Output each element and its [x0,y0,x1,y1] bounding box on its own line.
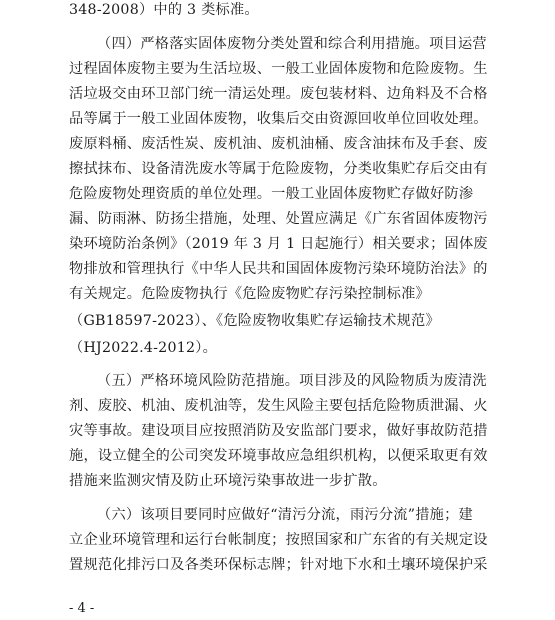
text-line: 剂、废胶、机油、废机油等，发生风险主要包括危险物质泄漏、火 [69,398,488,414]
text-line: 擦拭抹布、设备清洗废水等属于危险废物，分类收集贮存后交由有 [69,161,488,177]
text-line: 置规范化排污口及各类环保标志牌；针对地下水和土壤环境保护采 [69,557,488,573]
text-line: 活垃圾交由环卫部门统一清运处理。废包装材料、边角料及不合格 [69,86,488,102]
text-line: 348-2008）中的 3 类标准。 [69,2,259,18]
text-line: 品等属于一般工业固体废物，收集后交由资源回收单位回收处理。 [69,111,488,127]
page-number: - 4 - [69,601,95,616]
text-line: 废原料桶、废活性炭、废机油、废机油桶、废含油抹布及手套、废 [69,136,488,152]
text-line: 灾等事故。建设项目应按照消防及安监部门要求，做好事故防范措 [69,423,488,439]
text-line: 措施来监测灾情及防止环境污染事故进一步扩散。 [69,473,387,489]
text-line: （HJ2022.4-2012）。 [69,340,218,356]
section-five-heading-line: （五）严格环境风险防范措施。项目涉及的风险物质为废清洗 [97,373,487,389]
text-line: 过程固体废物主要为生活垃圾、一般工业固体废物和危险废物。生 [69,61,488,77]
text-line: （GB18597-2023）、《危险废物收集贮存运输技术规范》 [69,313,440,329]
text-line: 染环境防治条例》（2019 年 3 月 1 日起施行）相关要求；固体废 [69,236,488,252]
text-line: 施，设立健全的公司突发环境事故应急组织机构，以便采取更有效 [69,448,488,464]
text-line: 物排放和管理执行《中华人民共和国固体废物污染环境防治法》的 [69,261,488,277]
text-line: 立企业环境管理和运行台帐制度；按照国家和广东省的有关规定设 [69,532,488,548]
section-four-heading-line: （四）严格落实固体废物分类处置和综合利用措施。项目运营 [97,36,487,52]
text-line: 危险废物处理资质的单位处理。一般工业固体废物贮存做好防渗 [69,186,474,202]
text-line: 有关规定。危险废物执行《危险废物贮存污染控制标准》 [69,286,430,302]
section-six-heading-line: （六）该项目要同时应做好“清污分流，雨污分流”措施；建 [97,507,473,523]
text-line: 漏、防雨淋、防扬尘措施，处理、处置应满足《广东省固体废物污 [69,211,488,227]
